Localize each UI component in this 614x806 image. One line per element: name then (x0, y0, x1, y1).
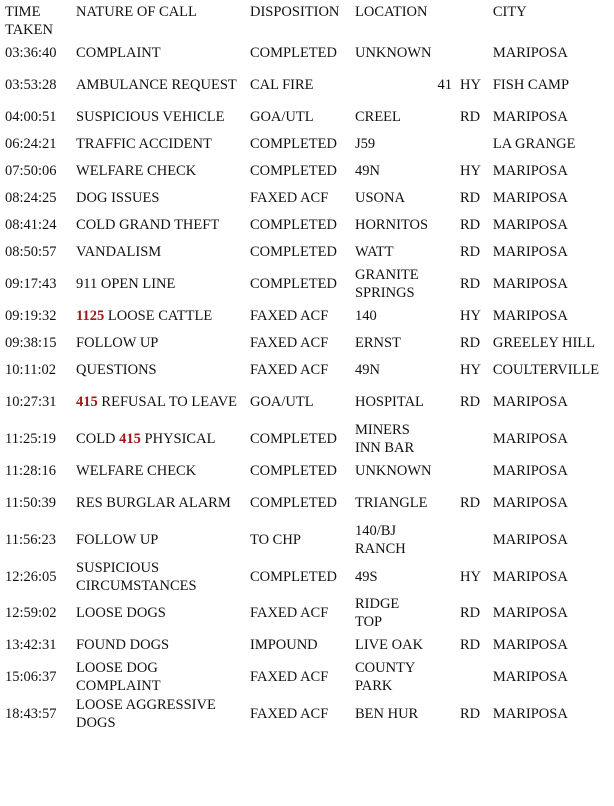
cell-time: 10:11:02 (5, 361, 57, 378)
cell-location (350, 66, 421, 103)
cell-nature (71, 39, 245, 66)
cell-time: 10:27:31 (5, 393, 57, 410)
cell-nature (71, 631, 245, 658)
cell-time: 13:42:31 (5, 636, 57, 653)
cell-suffix: HY (459, 568, 481, 585)
cell-suffix (455, 420, 488, 457)
cell-time: 12:59:02 (5, 605, 57, 621)
cell-time: 08:41:24 (5, 216, 57, 233)
table-row (0, 329, 612, 356)
cell-location: 49N (354, 162, 380, 179)
cell-disposition: GOA/UTL (249, 393, 314, 410)
cell-disposition: COMPLETED (249, 275, 337, 292)
table-row (0, 595, 612, 631)
cell-location: MINERS INN BAR (354, 421, 415, 456)
cell-number (421, 595, 455, 631)
cell-number (421, 302, 455, 329)
cell-disposition: FAXED ACF (249, 307, 329, 324)
table-row (0, 521, 612, 558)
cell-nature (71, 658, 245, 695)
cell-city: MARIPOSA (492, 216, 568, 233)
cell-disposition: FAXED ACF (249, 705, 329, 722)
cell-city: MARIPOSA (492, 462, 568, 479)
cell-city: MARIPOSA (492, 531, 568, 548)
cell-city: MARIPOSA (492, 494, 568, 511)
table-header-row (0, 0, 612, 39)
cell-city: MARIPOSA (492, 568, 568, 585)
cell-disposition: COMPLETED (249, 135, 337, 152)
table-row (0, 157, 612, 184)
cell-city: MARIPOSA (492, 307, 568, 324)
cell-suffix (455, 658, 488, 695)
nature-text: SUSPICIOUS CIRCUMSTANCES (76, 559, 197, 594)
cell-disposition: FAXED ACF (249, 605, 329, 621)
header-location: LOCATION (354, 4, 428, 20)
cell-location: 49N (354, 361, 380, 378)
cell-city: MARIPOSA (492, 668, 568, 685)
cell-number: 41 (437, 76, 452, 93)
nature-text: FOLLOW UP (76, 334, 159, 351)
cell-number (421, 631, 455, 658)
cell-city: COULTERVILLE (492, 361, 600, 378)
cell-time: 18:43:57 (5, 705, 57, 722)
cell-suffix: RD (459, 108, 481, 125)
cell-city: MARIPOSA (492, 636, 568, 653)
cell-time: 06:24:21 (5, 135, 57, 152)
cell-time: 03:53:28 (5, 76, 57, 93)
nature-text: COLD GRAND THEFT (76, 216, 220, 233)
cell-city: MARIPOSA (492, 162, 568, 179)
cell-number (421, 103, 455, 130)
cell-location: J59 (354, 135, 376, 152)
table-row (0, 238, 612, 265)
table-row (0, 302, 612, 329)
cell-nature (71, 356, 245, 383)
nature-text: 911 OPEN LINE (76, 275, 176, 292)
cell-location: GRANITE SPRINGS (354, 266, 419, 301)
cell-location: RIDGE TOP (354, 596, 400, 630)
nature-text: RES BURGLAR ALARM (76, 494, 231, 511)
nature-text: VANDALISM (76, 243, 162, 260)
cell-city: MARIPOSA (492, 430, 568, 447)
header-nature: NATURE OF CALL (76, 4, 197, 20)
cell-nature (71, 558, 245, 595)
cell-nature (71, 130, 245, 157)
cell-time: 08:24:25 (5, 189, 57, 206)
cell-nature (71, 420, 245, 457)
cell-time: 11:28:16 (5, 462, 57, 479)
cell-number (421, 184, 455, 211)
cell-disposition: COMPLETED (249, 243, 337, 260)
cell-number (421, 329, 455, 356)
table-row (0, 103, 612, 130)
cell-suffix: RD (459, 393, 481, 410)
cell-suffix: RD (459, 243, 481, 260)
cell-disposition: COMPLETED (249, 568, 337, 585)
cell-suffix: RD (459, 605, 481, 621)
table-row (0, 356, 612, 383)
cell-disposition: GOA/UTL (249, 108, 314, 125)
cell-number (421, 420, 455, 457)
cell-suffix (455, 457, 488, 484)
cell-nature (71, 211, 245, 238)
cell-suffix: HY (459, 162, 481, 179)
cell-location: COUNTY PARK (354, 659, 415, 694)
cell-nature (71, 383, 245, 420)
table-row (0, 631, 612, 658)
cell-number (421, 695, 455, 732)
cell-time: 09:19:32 (5, 307, 57, 324)
cell-city: MARIPOSA (492, 605, 568, 621)
cell-disposition: COMPLETED (249, 44, 337, 61)
cell-location: UNKNOWN (354, 462, 432, 479)
table-row (0, 211, 612, 238)
cell-location: UNKNOWN (354, 44, 432, 61)
cell-city: MARIPOSA (492, 189, 568, 206)
cell-disposition: FAXED ACF (249, 189, 329, 206)
cell-number (421, 658, 455, 695)
nature-text: AMBULANCE REQUEST (76, 76, 237, 93)
table-row (0, 130, 612, 157)
cell-nature (71, 103, 245, 130)
cell-suffix: RD (459, 636, 481, 653)
cell-disposition: FAXED ACF (249, 361, 329, 378)
cell-number (421, 157, 455, 184)
table-row (0, 66, 612, 103)
cell-suffix: RD (459, 705, 481, 722)
table-row (0, 39, 612, 66)
cell-nature (71, 157, 245, 184)
nature-text: SUSPICIOUS VEHICLE (76, 108, 225, 125)
call-code: 415 (119, 430, 141, 447)
cell-number (421, 521, 455, 558)
cell-disposition: FAXED ACF (249, 668, 329, 685)
cell-time: 11:50:39 (5, 494, 57, 511)
cell-time: 11:25:19 (5, 430, 57, 447)
cell-city: MARIPOSA (492, 243, 568, 260)
cell-number (421, 130, 455, 157)
cell-location: 140 (354, 307, 377, 324)
cell-disposition: COMPLETED (249, 462, 337, 479)
cell-city: MARIPOSA (492, 275, 568, 292)
call-code: 1125 (76, 307, 105, 324)
cell-suffix: RD (459, 334, 481, 351)
cell-location: CREEL (354, 108, 401, 125)
header-city: CITY (492, 4, 527, 20)
table-row (0, 420, 612, 457)
cell-disposition: CAL FIRE (249, 76, 314, 93)
cell-number (421, 265, 455, 302)
cell-nature (71, 695, 245, 732)
cell-time: 04:00:51 (5, 108, 57, 125)
cell-suffix: RD (459, 275, 481, 292)
cell-location: HOSPITAL (354, 393, 424, 410)
cell-disposition: TO CHP (249, 531, 301, 548)
cell-disposition: IMPOUND (249, 636, 318, 653)
cell-city: FISH CAMP (492, 76, 570, 93)
nature-text: DOG ISSUES (76, 189, 160, 206)
table-row (0, 383, 612, 420)
cell-location: BEN HUR (354, 705, 419, 722)
table-row (0, 658, 612, 695)
cell-nature (71, 521, 245, 558)
cell-time: 12:26:05 (5, 568, 57, 585)
call-code: 415 (76, 393, 98, 410)
table-row (0, 265, 612, 302)
cell-time: 11:56:23 (5, 531, 57, 548)
cell-location: HORNITOS (354, 216, 429, 233)
cell-location: 49S (354, 568, 378, 585)
cell-suffix (455, 39, 488, 66)
cell-location: 140/BJ RANCH (354, 522, 406, 557)
table-row (0, 457, 612, 484)
table-row (0, 558, 612, 595)
cell-nature (71, 238, 245, 265)
cell-city: MARIPOSA (492, 705, 568, 722)
cell-suffix: HY (459, 361, 481, 378)
cell-disposition: COMPLETED (249, 494, 337, 511)
cell-time: 15:06:37 (5, 668, 57, 685)
cell-number (421, 356, 455, 383)
header-disposition: DISPOSITION (249, 4, 340, 20)
nature-text: LOOSE AGGRESSIVE DOGS (76, 696, 216, 731)
cell-city: MARIPOSA (492, 393, 568, 410)
cell-nature (71, 265, 245, 302)
cell-suffix: HY (459, 307, 481, 324)
cell-city: MARIPOSA (492, 108, 568, 125)
header-time: TIME TAKEN (5, 4, 53, 38)
nature-text: COMPLAINT (76, 44, 161, 61)
cell-suffix: RD (459, 189, 481, 206)
cell-city: MARIPOSA (492, 44, 568, 61)
nature-text: WELFARE CHECK (76, 162, 197, 179)
nature-text: TRAFFIC ACCIDENT (76, 135, 212, 152)
cell-number (421, 558, 455, 595)
cell-time: 08:50:57 (5, 243, 57, 260)
nature-text: LOOSE DOG COMPLAINT (76, 659, 161, 694)
cell-time: 09:17:43 (5, 275, 57, 292)
cell-location: USONA (354, 189, 405, 206)
cell-suffix: RD (459, 494, 481, 511)
nature-text: WELFARE CHECK (76, 462, 197, 479)
cell-suffix: RD (459, 216, 481, 233)
nature-text: PHYSICAL (144, 430, 216, 447)
cell-nature (71, 595, 245, 631)
cell-time: 03:36:40 (5, 44, 57, 61)
cell-location: ERNST (354, 334, 401, 351)
table-row (0, 695, 612, 732)
cell-number (421, 383, 455, 420)
nature-text: LOOSE DOGS (76, 605, 166, 621)
cell-nature (71, 302, 245, 329)
cell-nature (71, 329, 245, 356)
cell-suffix (455, 521, 488, 558)
cell-time: 07:50:06 (5, 162, 57, 179)
nature-text: FOLLOW UP (76, 531, 159, 548)
nature-text: QUESTIONS (76, 361, 157, 378)
cell-nature (71, 484, 245, 521)
table-row (0, 184, 612, 211)
cell-suffix (455, 130, 488, 157)
cell-city: GREELEY HILL (492, 334, 596, 351)
cell-disposition: COMPLETED (249, 216, 337, 233)
cell-time: 09:38:15 (5, 334, 57, 351)
cell-city: LA GRANGE (492, 135, 576, 152)
nature-text: REFUSAL TO LEAVE (101, 393, 238, 410)
cell-location: LIVE OAK (354, 636, 424, 653)
nature-text: LOOSE CATTLE (107, 307, 213, 324)
cell-location: WATT (354, 243, 394, 260)
cell-number (421, 238, 455, 265)
cell-disposition: COMPLETED (249, 430, 337, 447)
cell-nature (71, 66, 245, 103)
table-row (0, 484, 612, 521)
nature-text: FOUND DOGS (76, 636, 170, 653)
cell-disposition: FAXED ACF (249, 334, 329, 351)
cell-nature (71, 457, 245, 484)
cell-disposition: COMPLETED (249, 162, 337, 179)
cell-location: TRIANGLE (354, 494, 428, 511)
cell-nature (71, 184, 245, 211)
nature-prefix: COLD (76, 430, 116, 447)
cell-suffix: HY (459, 76, 481, 93)
